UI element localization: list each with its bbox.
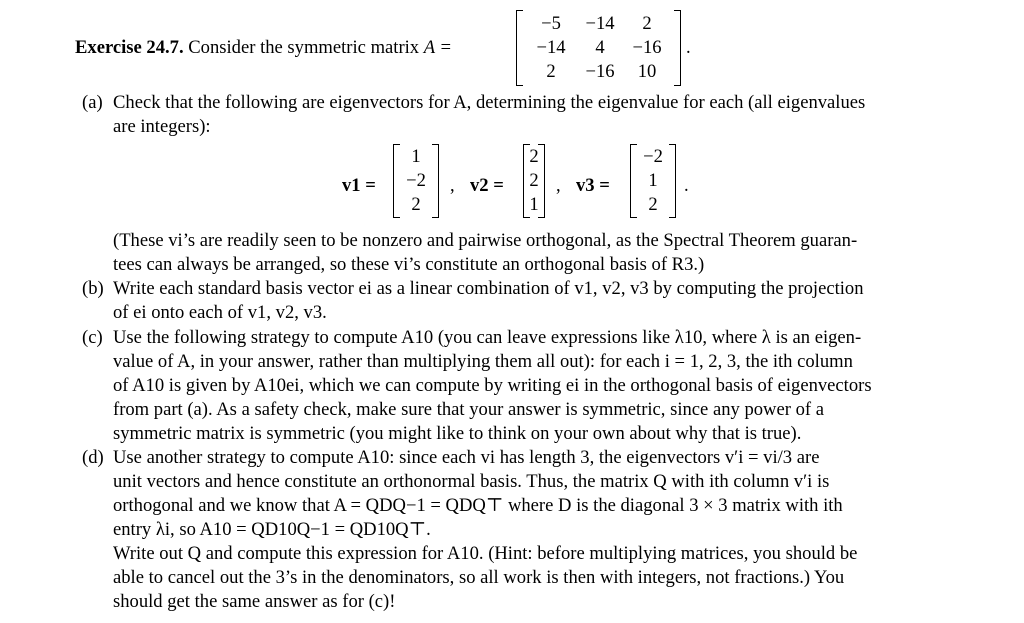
v1-entry: −2 [406,170,426,191]
v1-entry: 2 [411,194,421,215]
matrix-cell: 10 [637,61,657,82]
part-c-line4: from part (a). As a safety check, make sure that your answer is symmetric, since any power of a [113,399,824,420]
exercise-heading [75,37,452,59]
part-d-line7: should get the same answer as for (c)! [113,591,396,612]
v3-entry: −2 [643,146,663,167]
part-d-line6: able to cancel out the 3’s in the denominators, so all work is then with integers, not fractions.) You [113,567,845,588]
part-a-line2: are integers): [113,116,211,137]
part-d-line1: Use another strategy to compute A10: since each vi has length 3, the eigenvectors v′i = vi/3 are [113,447,820,468]
part-d-label: (d) [82,447,104,468]
matrix-right-bracket [674,10,681,86]
matrix-A [516,10,681,86]
v2-entry: 1 [529,194,539,215]
matrix-cell: 4 [595,37,605,58]
v2-entry: 2 [529,170,539,191]
v2-label: v2 = [470,175,504,196]
exercise-intro: Consider the symmetric matrix [188,37,420,58]
part-d-line4: entry λi, so A10 = QD10Q−1 = QD10Q⊤. [113,519,431,540]
v3-vector [630,144,676,218]
part-c-line3: of A10 is given by A10ei, which we can compute by writing ei in the orthogonal basis of eigenvectors [113,375,872,396]
part-a-line1: Check that the following are eigenvectors for A, determining the eigenvalue for each (all eigenvalues [113,92,866,113]
matrix-cell: −14 [536,37,566,58]
part-c-line1: Use the following strategy to compute A10 (you can leave expressions like λ10, where λ is an eigen- [113,327,862,348]
v1-label: v1 = [342,175,376,196]
exercise-label: Exercise 24.7. [75,37,184,58]
v3-entry: 1 [648,170,658,191]
matrix-cell: −14 [585,13,615,34]
matrix-left-bracket [516,10,523,86]
part-b-line2: of ei onto each of v1, v2, v3. [113,302,327,323]
v2-vector [523,144,545,218]
matrix-cell: −16 [585,61,615,82]
part-c-line5: symmetric matrix is symmetric (you might like to think on your own about why that is true). [113,423,802,444]
matrix-name-A: A = [423,37,452,58]
v1-entry: 1 [411,146,421,167]
part-c-line2: value of A, in your answer, rather than multiplying them all out): for each i = 1, 2, 3, the ith column [113,351,853,372]
v3-separator: . [684,175,689,196]
v3-label: v3 = [576,175,610,196]
v3-entry: 2 [648,194,658,215]
v2-entry: 2 [529,146,539,167]
matrix-cell: 2 [546,61,556,82]
matrix-cell: −5 [541,13,561,34]
part-d-line5: Write out Q and compute this expression for A10. (Hint: before multiplying matrices, you should be [113,543,858,564]
part-a-note1: (These vi’s are readily seen to be nonzero and pairwise orthogonal, as the Spectral Theorem guaran- [113,230,858,251]
matrix-cell: 2 [642,13,652,34]
part-d-line2: unit vectors and hence constitute an orthonormal basis. Thus, the matrix Q with ith column v′i is [113,471,830,492]
part-a-label: (a) [82,92,103,113]
v2-separator: , [556,175,561,196]
v1-separator: , [450,175,455,196]
part-b-label: (b) [82,278,104,299]
v1-vector [393,144,439,218]
part-b-line1: Write each standard basis vector ei as a linear combination of v1, v2, v3 by computing the projection [113,278,864,299]
matrix-end-period: . [686,37,691,58]
part-d-line3: orthogonal and we know that A = QDQ−1 = QDQ⊤ where D is the diagonal 3 × 3 matrix with ith [113,495,843,516]
matrix-cell: −16 [632,37,662,58]
part-a-note2: tees can always be arranged, so these vi’s constitute an orthogonal basis of R3.) [113,254,705,275]
part-c-label: (c) [82,327,103,348]
